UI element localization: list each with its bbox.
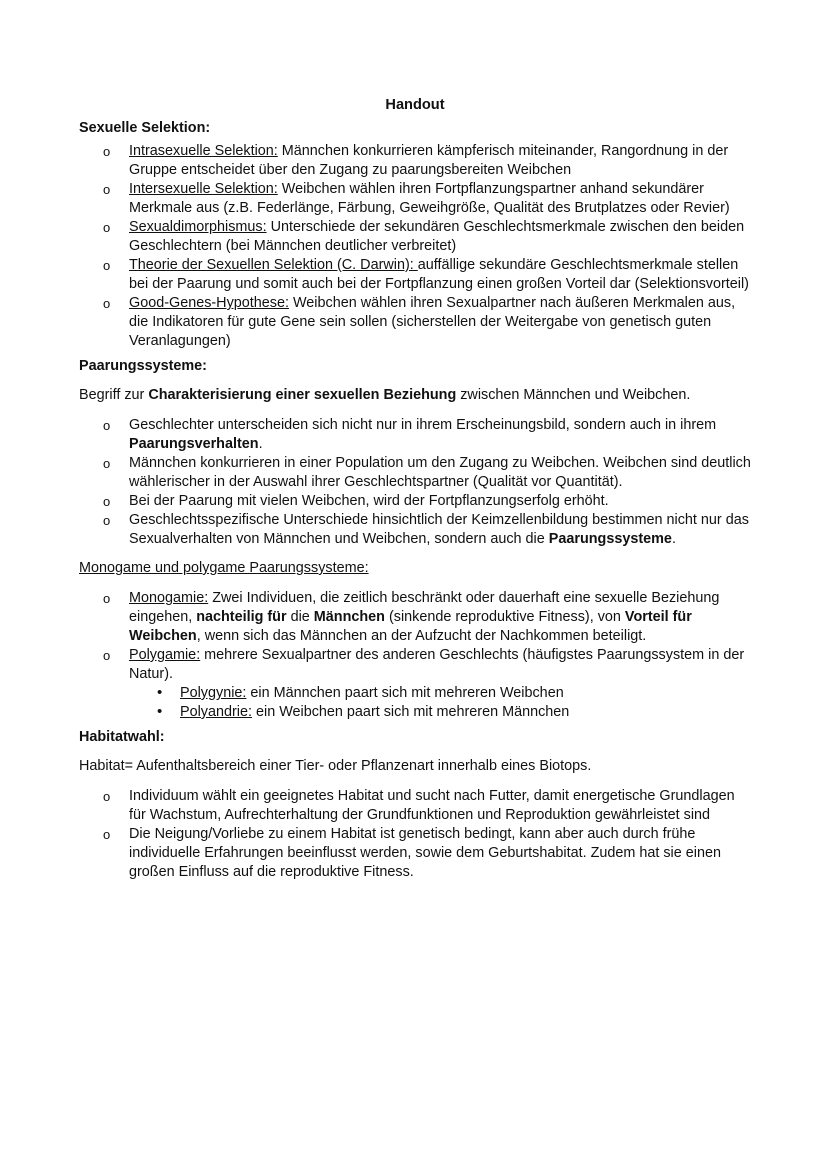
circle-bullet-icon: o: [103, 220, 111, 235]
circle-bullet-icon: o: [103, 258, 111, 273]
definition: auffällige sekundäre Geschlechtsmerkmale stellen bei der Paarung und somit auch bei der Fortpflanzung einen großen Vorteil dar (Selektionsvorteil): [129, 257, 749, 292]
bullet-icon: •: [157, 703, 163, 720]
circle-bullet-icon: o: [103, 456, 111, 471]
list-item: [79, 256, 751, 294]
circle-bullet-icon: o: [103, 296, 111, 311]
circle-bullet-icon: o: [103, 494, 111, 509]
circle-bullet-icon: o: [103, 648, 111, 663]
section-heading-paarungssysteme: Paarungssysteme:: [79, 358, 207, 374]
definition: Männchen konkurrieren kämpferisch miteinander, Rangordnung in der Gruppe entscheidet über den Zugang zu paarungsbereiten Weibchen: [129, 143, 729, 178]
definition: Unterschiede der sekundären Geschlechtsmerkmale zwischen den beiden Geschlechtern (bei Männchen deutlicher verbreitet): [129, 219, 745, 254]
subheading-monogame-polygame: Monogame und polygame Paarungssysteme:: [79, 560, 369, 576]
list-item: • Polyandrie: ein Weibchen paart sich mit mehreren Männchen: [157, 703, 570, 720]
habitat-definition: Habitat= Aufenthaltsbereich einer Tier- oder Pflanzenart innerhalb eines Biotops.: [79, 758, 592, 774]
paarungssysteme-intro: Begriff zur Charakterisierung einer sexuellen Beziehung zwischen Männchen und Weibchen.: [79, 387, 691, 403]
list-item: o Geschlechtsspezifische Unterschiede hinsichtlich der Keimzellenbildung bestimmen nicht nur das Sexualverhalten von Männchen und Weibchen, sondern auch die Paarungssysteme.: [103, 512, 749, 547]
list-item: [79, 142, 751, 180]
term: Intrasexuelle Selektion:: [129, 143, 278, 159]
list-habitatwahl: [79, 787, 751, 882]
bullet-icon: •: [157, 684, 163, 701]
list-item: o Geschlechter unterscheiden sich nicht nur in ihrem Erscheinungsbild, sondern auch in ihrem Paarungsverhalten.: [103, 417, 717, 452]
circle-bullet-icon: o: [103, 144, 111, 159]
circle-bullet-icon: o: [103, 182, 111, 197]
term: Good-Genes-Hypothese:: [129, 295, 289, 311]
list-paarungssysteme: [79, 416, 751, 549]
list-item: [79, 294, 751, 351]
list-item: o Individuum wählt ein geeignetes Habitat und sucht nach Futter, damit energetische Grundlagen für Wachstum, Aufrechterhaltung der Grundfunktionen und Reproduktion gewährleistet sind: [103, 788, 735, 823]
list-item: • Polygynie: ein Männchen paart sich mit mehreren Weibchen: [157, 684, 564, 701]
list-item: o Bei der Paarung mit vielen Weibchen, wird der Fortpflanzungserfolg erhöht.: [103, 493, 609, 509]
section-heading-sexuelle-selektion: Sexuelle Selektion:: [79, 120, 211, 136]
list-item: [79, 218, 751, 256]
circle-bullet-icon: o: [103, 789, 111, 804]
circle-bullet-icon: o: [103, 418, 111, 433]
list-item: o Polygamie: mehrere Sexualpartner des anderen Geschlechts (häufigstes Paarungssystem in der Natur). • Polygynie: ein Männchen paart sich mit mehreren Weibchen • Polyandrie: ein Weibchen paart sich mit mehreren Männchen: [79, 646, 751, 722]
list-monogame-polygame: [79, 589, 751, 722]
list-item: o Monogamie: Zwei Individuen, die zeitlich beschränkt oder dauerhaft eine sexuelle Beziehung eingehen, nachteilig für die Männchen (sinkende reproduktive Fitness), von Vorteil für Weibchen, wenn sich das Männchen an der Aufzucht der Nachkommen beteiligt.: [103, 590, 720, 644]
circle-bullet-icon: o: [103, 513, 111, 528]
definition: Weibchen wählen ihren Fortpflanzungspartner anhand sekundärer Merkmale aus (z.B. Federlänge, Färbung, Geweihgröße, Qualität des Brutplatzes oder Revier): [129, 181, 730, 216]
handout-page: [79, 96, 751, 888]
circle-bullet-icon: o: [103, 827, 111, 842]
definition: Weibchen wählen ihren Sexualpartner nach äußeren Merkmalen aus, die Indikatoren für gute Gene sein sollen (sicherstellen der Weitergabe von genetisch guten Veranlagungen): [129, 295, 736, 349]
list-sexuelle-selektion: [79, 142, 751, 351]
term: Theorie der Sexuellen Selektion (C. Darwin):: [129, 257, 418, 273]
term: Intersexuelle Selektion:: [129, 181, 278, 197]
list-polygamie-types: [129, 684, 751, 722]
section-heading-habitatwahl: Habitatwahl:: [79, 729, 165, 745]
circle-bullet-icon: o: [103, 591, 111, 606]
page-title: Handout: [385, 97, 445, 113]
term: Sexualdimorphismus:: [129, 219, 267, 235]
list-item: o Die Neigung/Vorliebe zu einem Habitat ist genetisch bedingt, kann aber auch durch frühe individuelle Erfahrungen beeinflusst werden, sowie dem Geburtshabitat. Zudem hat sie einen großen Einfluss auf die reproduktive Fitness.: [103, 826, 721, 880]
list-item: o Männchen konkurrieren in einer Population um den Zugang zu Weibchen. Weibchen sind deutlich wählerischer in der Auswahl ihrer Geschlechtspartner (Qualität vor Quantität).: [103, 455, 751, 490]
list-item: [79, 180, 751, 218]
